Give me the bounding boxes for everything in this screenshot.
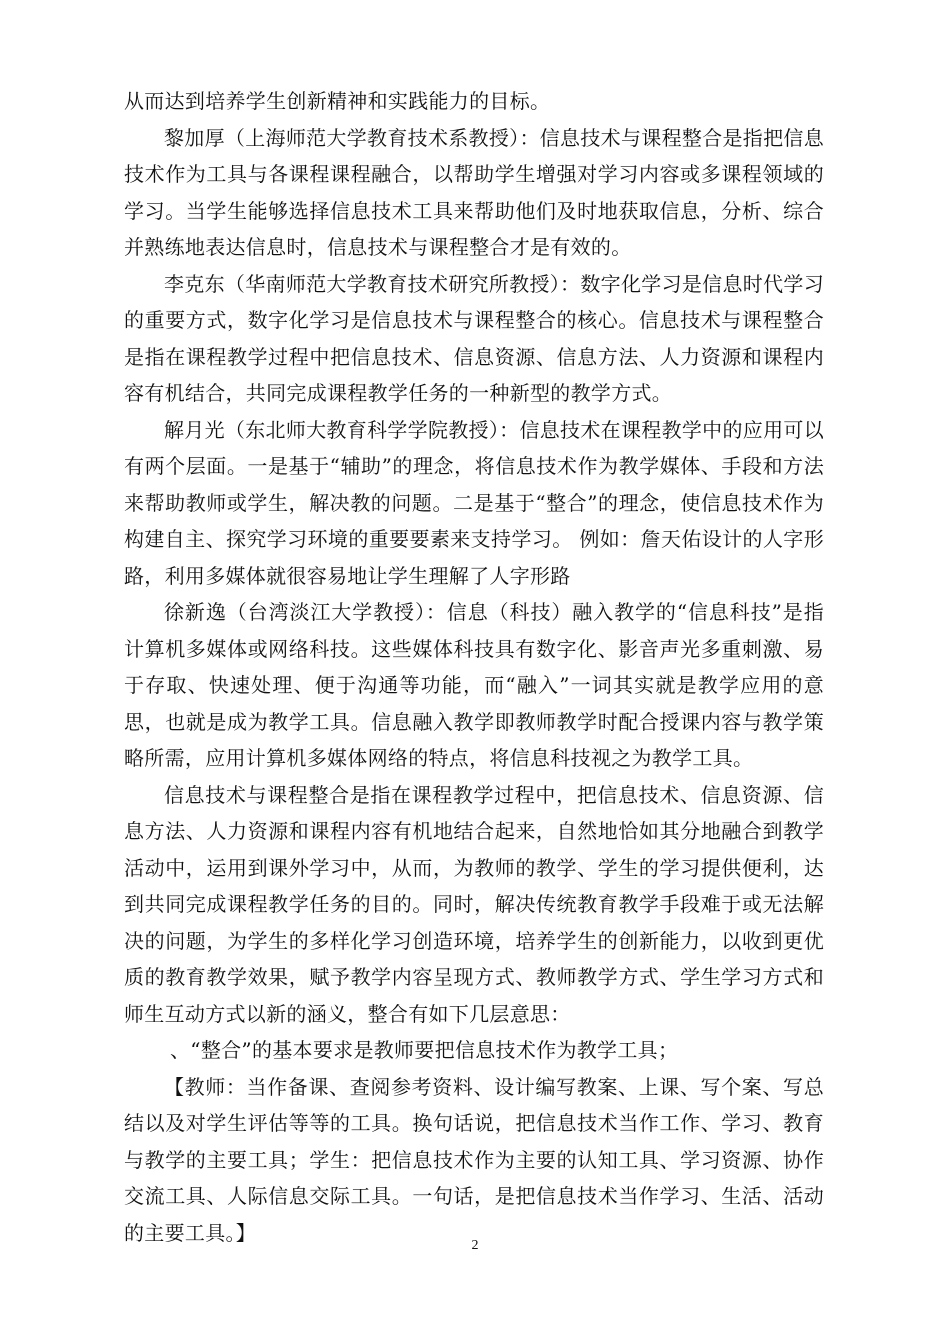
paragraph-xu-xinyi: 徐新逸（台湾淡江大学教授）：信息（科技）融入教学的“信息科技”是指计算机多媒体或网络科技。这些媒体科技具有数字化、影音声光多重刺激、易于存取、快速处理、便于沟通等功能，而“融入”一词其实就是教学应用的意思，也就是成为教学工具。信息融入教学即教师教学时配合授课内容与教学策略所需，应用计算机多媒体网络的特点，将信息科技视之为教学工具。 <box>124 600 824 770</box>
paragraph-point-one: 、“整合”的基本要求是教师要把信息技术作为教学工具； <box>170 1038 679 1062</box>
paragraph-xie-yueguang: 解月光（东北师大教育科学学院教授）：信息技术在课程教学中的应用可以有两个层面。一是基于“辅助”的理念，将信息技术作为教学媒体、手段和方法来帮助教师或学生，解决教的问题。二是基于“整合”的理念，使信息技术作为构建自主、探究学习环境的重要要素来支持学习。 例如：詹天佑设计的人字形路，利用多媒体就很容易地让学生理解了人字形路 <box>124 417 824 588</box>
paragraph-definition: 信息技术与课程整合是指在课程教学过程中，把信息技术、信息资源、信息方法、人力资源和课程内容有机地结合起来，自然地恰如其分地融合到教学活动中，运用到课外学习中，从而，为教师的教学、学生的学习提供便利，达到共同完成课程教学任务的目的。同时，解决传统教育教学手段难于或无法解决的问题，为学生的多样化学习创造环境，培养学生的创新能力，以收到更优质的教育教学效果，赋予教学内容呈现方式、教师教学方式、学生学习方式和师生互动方式以新的涵义，整合有如下几层意思： <box>124 782 824 1026</box>
page-number: 2 <box>471 1238 479 1253</box>
paragraph-li-jiahou: 黎加厚（上海师范大学教育技术系教授）：信息技术与课程整合是指把信息技术作为工具与各课程课程融合，以帮助学生增强对学习内容或多课程领域的学习。当学生能够选择信息技术工具来帮助他们及时地获取信息，分析、综合并熟练地表达信息时，信息技术与课程整合才是有效的。 <box>124 125 824 259</box>
paragraph-bracket-note: 【教师：当作备课、查阅参考资料、设计编写教案、上课、写个案、写总结以及对学生评估等等的工具。换句话说，把信息技术当作工作、学习、教育与教学的主要工具；学生：把信息技术作为主要的认知工具、学习资源、协作交流工具、人际信息交际工具。一句话，是把信息技术当作学习、生活、活动的主要工具。】 <box>124 1074 824 1245</box>
paragraph-li-kedong: 李克东（华南师范大学教育技术研究所教授）：数字化学习是信息时代学习的重要方式，数字化学习是信息技术与课程整合的核心。信息技术与课程整合是指在课程教学过程中把信息技术、信息资源、信息方法、人力资源和课程内容有机结合，共同完成课程教学任务的一种新型的教学方式。 <box>124 271 824 405</box>
paragraph-continuation: 从而达到培养学生创新精神和实践能力的目标。 <box>124 89 551 113</box>
document-body <box>124 83 824 1251</box>
